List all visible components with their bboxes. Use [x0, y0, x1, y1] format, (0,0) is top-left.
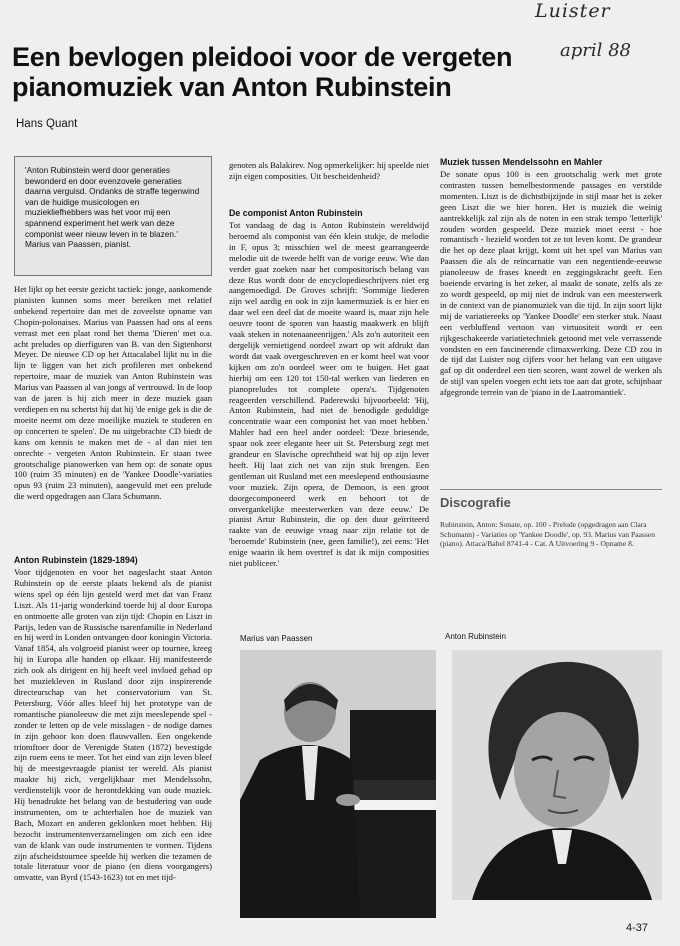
rubinstein-portrait: [452, 650, 662, 900]
article-author: Hans Quant: [16, 118, 78, 130]
column-1-section: [14, 555, 212, 883]
handwritten-date: april 88: [560, 40, 631, 61]
photo-caption: Marius van Paassen: [240, 634, 313, 643]
section-heading: De componist Anton Rubinstein: [229, 208, 363, 218]
rubinstein-illustration: [452, 650, 662, 900]
discography-heading: Discografie: [440, 495, 511, 510]
section-body: Voor tijdgenoten en voor het nageslacht staat Anton Rubinstein op de eerste plaats bekend als de pianist wiens spel op één lijn gesteld werd met dat van Franz Liszt. Als 11-jarig wonderkind toerde hij al door Europa en ontmoette alle groten van zijn tijd: Chopin en Liszt in Parijs, leden van de Russische tsarenfamilie in Nederland en hij werd in Londen ontvangen door koningin Victoria. Vanaf 1854, als volgroeid pianist weer op tournee, kreeg hij in Europa alle handen op elkaar. Hij manifesteerde zich ook als dirigent en hij heeft veel invloed gehad op het muziekleven in Rusland door zijn inspirerende directeurschap van het conservatorium van St. Petersburg. Vóór alles bleef hij het prototype van de romantische pianoleeuw die met zijn meeslepende spel - zonder te letten op de vele misslagen - de nodige dames in zijn gehoor kon doen flauwvallen. Een ongekende triomftoer door de Verenigde Staten (1872) bevestigde zijn roem eens te meer. Tot het eind van zijn leven bleef hij de meestgevraagde pianist ter wereld. Als pianist maakte hij zich, vergelijkbaar met Mendelssohn, verdienstelijk voor de herontdekking van oude muziek. Hij benadrukte het belang van de bestudering van oude instrumenten, om te achterhalen hoe de muziek van Bach, Mozart en anderen geklonken moet hebben. Hij bezocht instrumentenverzamelingen om zich een idee van de klank van oude instrumenten te vormen. Tijdens zijn afscheidstournee speelde hij werken die tezamen de totale literatuur voor de piano (en diens voorgangers) omvatte, van Byrd (1543-1623) tot en met tijd-: [14, 567, 212, 883]
column-1-intro: Het lijkt op het eerste gezicht tactiek: jonge, aankomende pianisten kunnen soms meer bereiken met relatief onbekend repertoire dan met de zoveelste opname van Chopin-polonaises. Marius van Paassen had ons al eens verrast met een plaat rond het thema 'Dieren' met o.a. acht preludes op dierfiguren van B. van den Sigtenhorst Meyer. De nieuwe CD op het Attacalabel lijkt nu in die lijn te liggen van het zich profileren met onbekend repertoire, maar de muziek van Anton Rubinstein was Marius van Paassen al van jongs af vertrouwd. In de loop van de jaren is hij zich meer in deze muziek gaan verdiepen en nu schertst hij dat hij 'de enige gek is die de moeite neemt om deze moeilijke muziek te studeren en op concerten te spelen'. De nu uitgebrachte CD biedt de kans om kennis te maken met de - al dan niet ten onrechte - vergeten Anton Rubinstein. Er staan twee grootschalige pianowerken van hem op: de sonate opus 100 (ruim 35 minuten) en de 'Yankee Doodle'-variaties opus 93 (ruim 23 minuten), aangevuld met een prelude die werd opgedragen aan Clara Schumann.: [14, 284, 212, 502]
handwritten-note: Luister: [535, 0, 611, 22]
pianist-illustration: [240, 650, 436, 918]
section-heading: Muziek tussen Mendelssohn en Mahler: [440, 157, 603, 167]
pull-quote-text: 'Anton Rubinstein werd door generaties bewonderd en door evenzovele generaties daarna verguisd. Ondanks de straffe tegenwind van de huidige musicologen en muziekliefhebbers was het voor mij een spannend experiment het werk van deze componist weer nieuw leven in te blazen.' Marius van Paassen, pianist.: [25, 165, 200, 250]
column-2-top: genoten als Balakirev. Nog opmerkelijker: hij speelde niet zijn eigen composities. Uit bescheidenheid?: [229, 160, 429, 181]
photo-caption: Anton Rubinstein: [445, 632, 506, 641]
discography-text: Rubinstein, Anton: Sonate, op. 100 - Prelude (opgedragen aan Clara Schumann) - Variaties op 'Yankee Doodle', op. 93. Marius van Paassen (piano). Attaca/Babel 8741-4 - Cat. A Uitvoering 9 - Opname 8.: [440, 520, 656, 549]
pianist-photo: [240, 650, 436, 918]
divider: [440, 489, 662, 490]
page-number: 4-37: [626, 922, 649, 934]
section-body: Tot vandaag de dag is Anton Rubinstein wereldwijd beroemd als componist van één klein stukje, de melodie in F, opus 3; misschien wel de meest gearrangeerde melodie uit de tweede helft van de vorige eeuw. Wie dan verder gaat zoeken naar het compositorisch belang van deze Rus wordt door de encyclopedieschrijvers niet erg aangemoedigd. De Groves schrijft: 'Sommige liederen zijn wel aardig en ook in zijn kamermuziek is er hier en daar wel een deel dat de moeite waard is, maar zijn hele oeuvre toont de sporen van haastig maakwerk en blijft vaak steken in notenaaneenrijgen.' Als zo'n autoriteit een dergelijk vernietigend oordeel zwart op wit afdrukt dan wordt dat vaak overgeschreven en er komt heel wat voor kijken om zo'n oordeel weer om te buigen. Het gaat hierbij om een 120 tot 150-tal werken van liederen en pianopreludes tot complete opera's. Tijdgenoten reageerden verschillend. Paderewski bijvoorbeeld: 'Hij, Anton Rubinstein, had niet de benodigde geduldige concentratie waar een componist het van moet hebben.' Mahler had een heel ander oordeel: 'Deze briesende, spaar ook zeer elegante heer uit St. Petersburg zegt met grandeur en Slavische oprechtheid wat hij op zijn lever heeft. Hij laat zich net van zijn stuk brengen. Een gentleman uit Rusland met een meeslepend enthousiasme voor muziek. Zijn opera, de Demoon, is een groot doorgecomponeerd werk en behoort tot de onvergankelijke meesterwerken van deze eeuw.' De pianist Artur Rubinstein, die op den duur geïrriteerd raakte van de eeuwige vraag naar zijn relatie tot de 'beroemde' Rubinstein (nee, geen familie!), zei eens: 'Het enige waarin ik hem overtref is dat ik mijn composities niet publiceer.': [229, 220, 429, 569]
column-2-section: [229, 208, 429, 569]
pull-quote: [14, 156, 212, 276]
section-body: De sonate opus 100 is een grootschalig werk met grote contrasten tussen hemelbestormende passages en verstilde momenten. Liszt is de dichtstbijzijnde in stijl maar het is zeker geen Liszt die we hier horen. Het is muziek die weinig aantrekkelijk zal zijn als de noten in een strak tempo 'letterlijk' zouden worden gespeeld. Deze muziek moet eerst - hoe romantisch - bezield worden tot ze tot leven komt. De grandeur die het op deze plaat krijgt, komt uit het spel van Marius van Paassen die als de reïncarnatie van een negentiende-eeuwse pianoleeuw de frases kneedt en zeggingskracht geeft. Een boeiende ervaring is het zeker, al maakt de sonate, zelfs als ze zo wordt gespeeld, op mij niet de indruk van een meesterwerk in de context van de pianomuziek van die tijd. In zijn soort lijkt mij de variatiereeks op 'Yankee Doodle' een sterker stuk. Naast een verbluffend vertoon van virtuositeit wordt er een rijkgeschakeerde variatietechniek getoond met vele verrassende vondsten en een fascinerende climaxwerking. Deze CD zou in de tijd dat Luister nog cijfers voor het belang van een uitgave gaf op dit onderdeel een tien scoren, want zowel de werken als de stijl van spelen voegen echt iets toe aan dat grote, schijnbaar afgegronde terrein van de 'piano in de Laatromantiek'.: [440, 169, 662, 398]
article-title: Een bevlogen pleidooi voor de vergeten pianomuziek van Anton Rubinstein: [12, 42, 513, 102]
section-heading: Anton Rubinstein (1829-1894): [14, 555, 138, 565]
column-3-section: [440, 157, 662, 398]
